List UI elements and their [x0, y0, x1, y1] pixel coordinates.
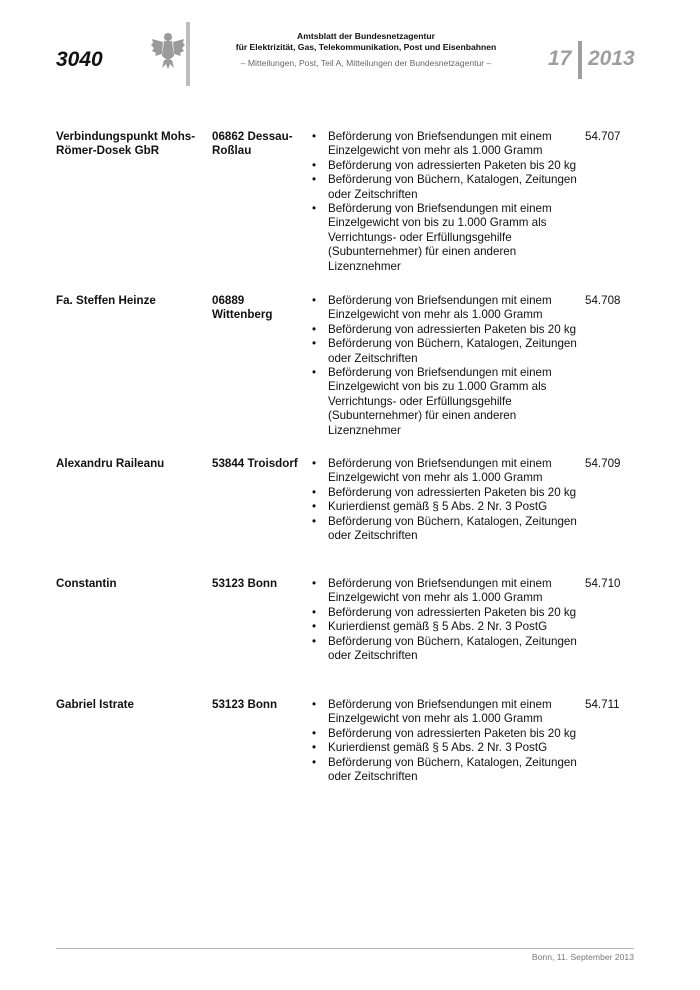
service-list	[312, 698, 577, 784]
service-text: Kurierdienst gemäß § 5 Abs. 2 Nr. 3 PostG	[328, 741, 548, 755]
service-list	[312, 577, 577, 663]
service-text: Beförderung von adressierten Paketen bis 20 kg	[328, 726, 577, 740]
service-text: Beförderung von Briefsendungen mit einem Einzelgewicht von mehr als 1.000 Gramm	[328, 698, 552, 726]
service-text: Beförderung von adressierten Paketen bis 20 kg	[328, 158, 577, 172]
service-item: • Beförderung von adressierten Paketen bis 20 kg	[312, 726, 577, 740]
licensee-place: 06889 Wittenberg	[212, 294, 273, 322]
federal-eagle-icon	[150, 30, 186, 70]
service-text: Beförderung von Briefsendungen mit einem Einzelgewicht von mehr als 1.000 Gramm	[328, 577, 552, 605]
page-number: 3040	[56, 48, 103, 71]
journal-title-line2: für Elektrizität, Gas, Telekommunikation, Post und Eisenbahnen	[235, 42, 497, 52]
licensee-place: 06862 Dessau-Roßlau	[212, 130, 293, 158]
licensee-name: Gabriel Istrate	[56, 698, 134, 711]
service-item: • Beförderung von Briefsendungen mit einem Einzelgewicht von mehr als 1.000 Gramm	[312, 130, 552, 158]
license-number: 54.708	[585, 294, 621, 307]
service-text: Beförderung von adressierten Paketen bis 20 kg	[328, 605, 577, 619]
service-text: Beförderung von Büchern, Katalogen, Zeitungen oder Zeitschriften	[328, 755, 577, 784]
issue-year: 2013	[588, 47, 635, 70]
service-item: • Beförderung von Briefsendungen mit einem Einzelgewicht von bis zu 1.000 Gramm als Verrichtungs- oder Erfüllungsgehilfe (Subunternehmer) für einen anderen Lizenznehmer	[312, 202, 552, 273]
service-item: • Beförderung von adressierten Paketen bis 20 kg	[312, 605, 577, 619]
service-item: • Beförderung von Büchern, Katalogen, Zeitungen oder Zeitschriften	[312, 337, 577, 365]
service-text: Beförderung von Briefsendungen mit einem Einzelgewicht von bis zu 1.000 Gramm als Verrichtungs- oder Erfüllungsgehilfe (Subunternehmer) für einen anderen Lizenznehmer	[328, 202, 552, 273]
service-item: • Beförderung von Briefsendungen mit einem Einzelgewicht von mehr als 1.000 Gramm	[312, 294, 552, 322]
licensee-place: 53123 Bonn	[212, 698, 278, 711]
service-list	[312, 294, 577, 438]
service-item: • Beförderung von adressierten Paketen bis 20 kg	[312, 485, 577, 499]
service-item: • Beförderung von Briefsendungen mit einem Einzelgewicht von bis zu 1.000 Gramm als Verrichtungs- oder Erfüllungsgehilfe (Subunternehmer) für einen anderen Lizenznehmer	[312, 366, 552, 437]
issue-divider	[578, 41, 582, 79]
header-divider	[186, 22, 190, 86]
service-item: • Beförderung von adressierten Paketen bis 20 kg	[312, 158, 577, 172]
service-item: • Beförderung von Büchern, Katalogen, Zeitungen oder Zeitschriften	[312, 514, 577, 543]
licensee-name: Alexandru Raileanu	[56, 457, 165, 470]
service-text: Beförderung von Briefsendungen mit einem Einzelgewicht von mehr als 1.000 Gramm	[328, 294, 552, 322]
journal-title	[200, 31, 532, 53]
service-list	[312, 457, 577, 543]
service-item: • Kurierdienst gemäß § 5 Abs. 2 Nr. 3 PostG	[312, 500, 548, 514]
licensee-name: Constantin	[56, 577, 117, 590]
service-text: Beförderung von Briefsendungen mit einem Einzelgewicht von mehr als 1.000 Gramm	[328, 130, 552, 158]
service-item: • Kurierdienst gemäß § 5 Abs. 2 Nr. 3 PostG	[312, 620, 548, 634]
service-text: Beförderung von Büchern, Katalogen, Zeitungen oder Zeitschriften	[328, 337, 577, 365]
service-item: • Beförderung von Briefsendungen mit einem Einzelgewicht von mehr als 1.000 Gramm	[312, 577, 552, 605]
service-text: Beförderung von adressierten Paketen bis 20 kg	[328, 322, 577, 336]
journal-title-line1: Amtsblatt der Bundesnetzagentur	[297, 31, 435, 41]
licensee-name: Fa. Steffen Heinze	[56, 294, 156, 307]
license-number: 54.711	[585, 698, 620, 711]
service-item: • Beförderung von Büchern, Katalogen, Zeitungen oder Zeitschriften	[312, 173, 577, 201]
footer-date: Bonn, 11. September 2013	[531, 952, 634, 962]
service-text: Beförderung von Briefsendungen mit einem Einzelgewicht von mehr als 1.000 Gramm	[328, 457, 552, 485]
license-number: 54.707	[585, 130, 621, 143]
license-number: 54.709	[585, 457, 621, 470]
service-item: • Beförderung von Briefsendungen mit einem Einzelgewicht von mehr als 1.000 Gramm	[312, 698, 552, 726]
licensee-place: 53123 Bonn	[212, 577, 278, 590]
licensee-name: Verbindungspunkt Mohs-Römer-Dosek GbR	[56, 130, 196, 158]
service-item: • Beförderung von Briefsendungen mit einem Einzelgewicht von mehr als 1.000 Gramm	[312, 457, 552, 485]
service-item: • Beförderung von Büchern, Katalogen, Zeitungen oder Zeitschriften	[312, 755, 577, 784]
service-text: Kurierdienst gemäß § 5 Abs. 2 Nr. 3 PostG	[328, 620, 548, 634]
service-text: Beförderung von adressierten Paketen bis 20 kg	[328, 485, 577, 499]
licensee-place: 53844 Troisdorf	[212, 457, 298, 470]
service-text: Kurierdienst gemäß § 5 Abs. 2 Nr. 3 PostG	[328, 500, 548, 514]
license-number: 54.710	[585, 577, 621, 590]
journal-subtitle: – Mitteilungen, Post, Teil A, Mitteilungen der Bundesnetzagentur –	[240, 58, 492, 68]
service-text: Beförderung von Büchern, Katalogen, Zeitungen oder Zeitschriften	[328, 173, 577, 201]
service-text: Beförderung von Büchern, Katalogen, Zeitungen oder Zeitschriften	[328, 634, 577, 663]
service-text: Beförderung von Büchern, Katalogen, Zeitungen oder Zeitschriften	[328, 514, 577, 543]
service-item: • Kurierdienst gemäß § 5 Abs. 2 Nr. 3 PostG	[312, 741, 548, 755]
service-list	[312, 130, 577, 274]
service-item: • Beförderung von Büchern, Katalogen, Zeitungen oder Zeitschriften	[312, 634, 577, 663]
service-item: • Beförderung von adressierten Paketen bis 20 kg	[312, 322, 577, 336]
issue-number: 17	[548, 47, 572, 70]
footer-divider	[56, 948, 634, 949]
service-text: Beförderung von Briefsendungen mit einem Einzelgewicht von bis zu 1.000 Gramm als Verrichtungs- oder Erfüllungsgehilfe (Subunternehmer) für einen anderen Lizenznehmer	[328, 366, 552, 437]
